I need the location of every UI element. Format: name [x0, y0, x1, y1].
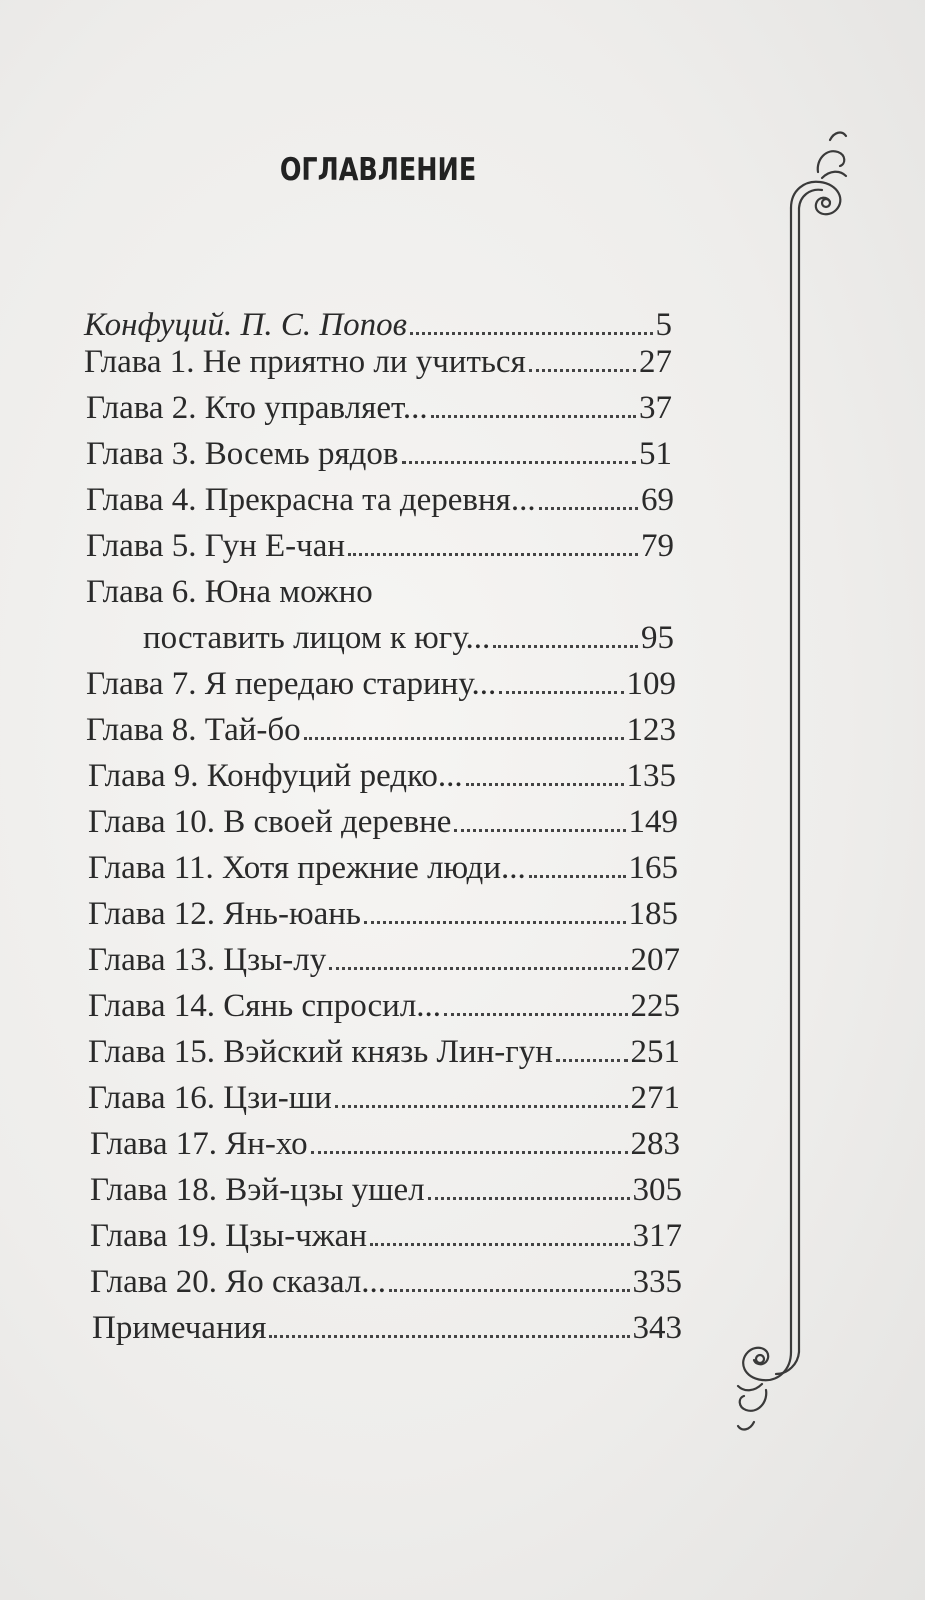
- toc-entry-page: 69: [641, 482, 674, 518]
- dot-leader: [410, 332, 652, 335]
- dot-leader: [364, 921, 626, 924]
- toc-entry: [90, 1216, 682, 1256]
- toc-entry-page: 317: [632, 1218, 682, 1254]
- toc-entry: [86, 434, 672, 474]
- toc-entry: [143, 618, 674, 658]
- toc-entry-page: 37: [639, 390, 672, 426]
- toc-entry-page: 149: [628, 804, 678, 840]
- toc-entry: [86, 526, 674, 566]
- toc-entry: [88, 756, 676, 796]
- toc-entry: [88, 986, 680, 1026]
- toc-entry-page: 271: [630, 1080, 680, 1116]
- toc-entry: [88, 848, 678, 888]
- dot-leader: [493, 645, 638, 648]
- toc-entry-title: Глава 4. Прекрасна та деревня...: [86, 482, 536, 518]
- toc-entry-page: 185: [628, 896, 678, 932]
- dot-leader: [304, 737, 624, 740]
- dot-leader: [556, 1059, 628, 1062]
- toc-entry-title: Глава 14. Сянь спросил...: [88, 988, 442, 1024]
- toc-entry: [92, 1308, 682, 1348]
- toc-entry: [90, 1262, 682, 1302]
- dot-leader: [444, 1013, 627, 1016]
- toc-entry: [88, 1078, 680, 1118]
- dot-leader: [454, 829, 625, 832]
- toc-entry: [84, 305, 672, 345]
- toc-entry-title: Глава 9. Конфуций редко...: [88, 758, 463, 794]
- toc-entry: [84, 342, 672, 382]
- toc-entry-title: Глава 5. Гун Е-чан: [86, 528, 346, 564]
- toc-entry-title: Глава 6. Юна можно: [86, 574, 373, 610]
- toc-entry-title: Глава 13. Цзы-лу: [88, 942, 327, 978]
- toc-entry-title: Глава 2. Кто управляет...: [86, 390, 428, 426]
- toc-entry: [88, 802, 678, 842]
- dot-leader: [348, 553, 638, 556]
- toc-entry-title: Глава 20. Яо сказал...: [90, 1264, 387, 1300]
- toc-entry: [90, 1170, 682, 1210]
- toc-entry-page: 79: [641, 528, 674, 564]
- toc-entry-title: Примечания: [92, 1310, 267, 1346]
- toc-entry-title: Глава 11. Хотя прежние люди...: [88, 850, 526, 886]
- dot-leader: [466, 783, 624, 786]
- toc-entry-page: 135: [626, 758, 676, 794]
- dot-leader: [499, 691, 623, 694]
- toc-entry-title: Глава 17. Ян-хо: [90, 1126, 308, 1162]
- toc-entry-title: Конфуций. П. С. Попов: [84, 307, 408, 343]
- toc-entry: [86, 710, 676, 750]
- dot-leader: [311, 1151, 628, 1154]
- toc-entry: [88, 894, 678, 934]
- toc-entry-page: 305: [632, 1172, 682, 1208]
- toc-entry-page: 109: [626, 666, 676, 702]
- dot-leader: [329, 967, 627, 970]
- toc-entry-title: Глава 18. Вэй-цзы ушел: [90, 1172, 425, 1208]
- toc-entry-title: Глава 15. Вэйский князь Лин-гун: [88, 1034, 553, 1070]
- toc-entry: [86, 388, 672, 428]
- dot-leader: [529, 875, 626, 878]
- toc-entry-page: 225: [630, 988, 680, 1024]
- dot-leader: [529, 369, 636, 372]
- toc-entry: [90, 1124, 680, 1164]
- toc-entry-page: 207: [630, 942, 680, 978]
- toc-entry-title: Глава 7. Я передаю старину...: [86, 666, 497, 702]
- toc-entry: [88, 1032, 680, 1072]
- toc-entry-title: Глава 12. Янь-юань: [88, 896, 361, 932]
- toc-entry-page: 283: [630, 1126, 680, 1162]
- dot-leader: [428, 1197, 630, 1200]
- toc-entry-page: 251: [630, 1034, 680, 1070]
- dot-leader: [370, 1243, 630, 1246]
- toc-entry: [88, 940, 680, 980]
- toc-entry-title: Глава 10. В своей деревне: [88, 804, 452, 840]
- toc-entry-title: Глава 3. Восемь рядов: [86, 436, 399, 472]
- toc-entry-page: 5: [655, 307, 672, 343]
- toc-entry-title: Глава 1. Не приятно ли учиться: [84, 344, 526, 380]
- toc-entry-title: Глава 16. Цзи-ши: [88, 1080, 332, 1116]
- toc-entry-title: Глава 19. Цзы-чжан: [90, 1218, 367, 1254]
- toc-entry-page: 335: [632, 1264, 682, 1300]
- dot-leader: [539, 507, 638, 510]
- page-title: ОГЛАВЛЕНИЕ: [279, 152, 477, 188]
- toc-entry-page: 51: [639, 436, 672, 472]
- dot-leader: [402, 461, 636, 464]
- toc-entry: [86, 664, 676, 704]
- toc-entry-page: 165: [628, 850, 678, 886]
- toc-entry: [86, 480, 674, 520]
- dot-leader: [269, 1335, 629, 1338]
- toc-entry-page: 123: [626, 712, 676, 748]
- toc-entry-title: Глава 8. Тай-бо: [86, 712, 301, 748]
- dot-leader: [389, 1289, 629, 1292]
- dot-leader: [335, 1105, 628, 1108]
- toc-entry-page: 95: [641, 620, 674, 656]
- toc-entry-title-continued: поставить лицом к югу...: [143, 620, 491, 656]
- toc-entry-page: 27: [639, 344, 672, 380]
- toc-entry-page: 343: [632, 1310, 682, 1346]
- dot-leader: [431, 415, 636, 418]
